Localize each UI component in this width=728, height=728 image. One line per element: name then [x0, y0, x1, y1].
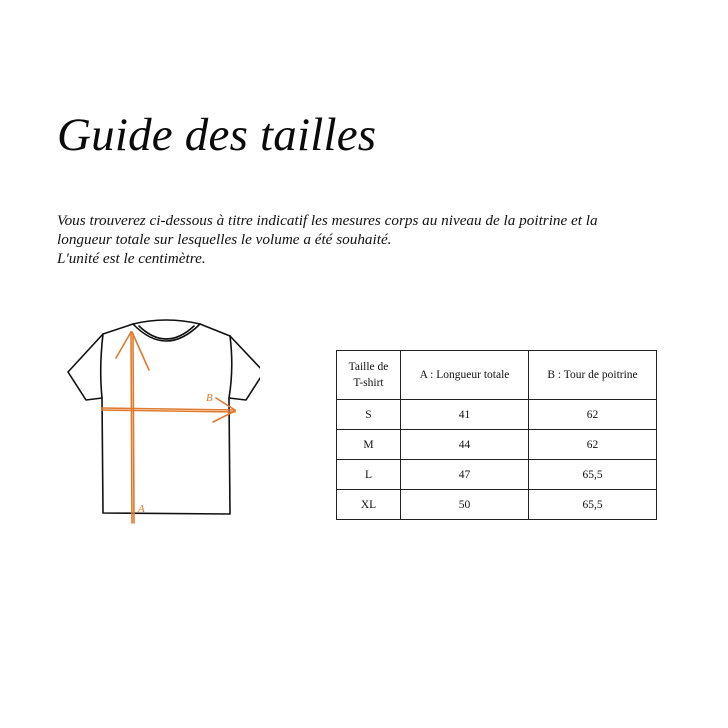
- header-chest: B : Tour de poitrine: [529, 351, 657, 400]
- cell-chest: 62: [529, 400, 657, 430]
- table-row: [337, 460, 657, 490]
- cell-chest: 62: [529, 430, 657, 460]
- cell-size: M: [337, 430, 401, 460]
- label-b: B: [206, 392, 213, 404]
- size-table: [336, 350, 657, 520]
- cell-length: 41: [401, 400, 529, 430]
- cell-length: 44: [401, 430, 529, 460]
- cell-size: L: [337, 460, 401, 490]
- cell-size: XL: [337, 490, 401, 520]
- label-a: A: [138, 503, 145, 515]
- cell-length: 47: [401, 460, 529, 490]
- table-header-row: [337, 351, 657, 400]
- table-row: [337, 430, 657, 460]
- header-length: A : Longueur totale: [401, 351, 529, 400]
- intro-text: [57, 211, 697, 268]
- intro-line-2: longueur totale sur lesquelles le volume a été souhaité.: [57, 231, 392, 248]
- header-size: Taille de T-shirt: [337, 351, 401, 400]
- table-row: [337, 490, 657, 520]
- table-row: [337, 400, 657, 430]
- cell-chest: 65,5: [529, 490, 657, 520]
- intro-line-3: L'unité est le centimètre.: [57, 250, 206, 267]
- intro-line-1: Vous trouverez ci-dessous à titre indicatif les mesures corps au niveau de la poitrine et la: [57, 212, 598, 229]
- tshirt-measurement-icon: [60, 310, 260, 530]
- cell-size: S: [337, 400, 401, 430]
- cell-length: 50: [401, 490, 529, 520]
- cell-chest: 65,5: [529, 460, 657, 490]
- page-title: Guide des tailles: [57, 109, 377, 161]
